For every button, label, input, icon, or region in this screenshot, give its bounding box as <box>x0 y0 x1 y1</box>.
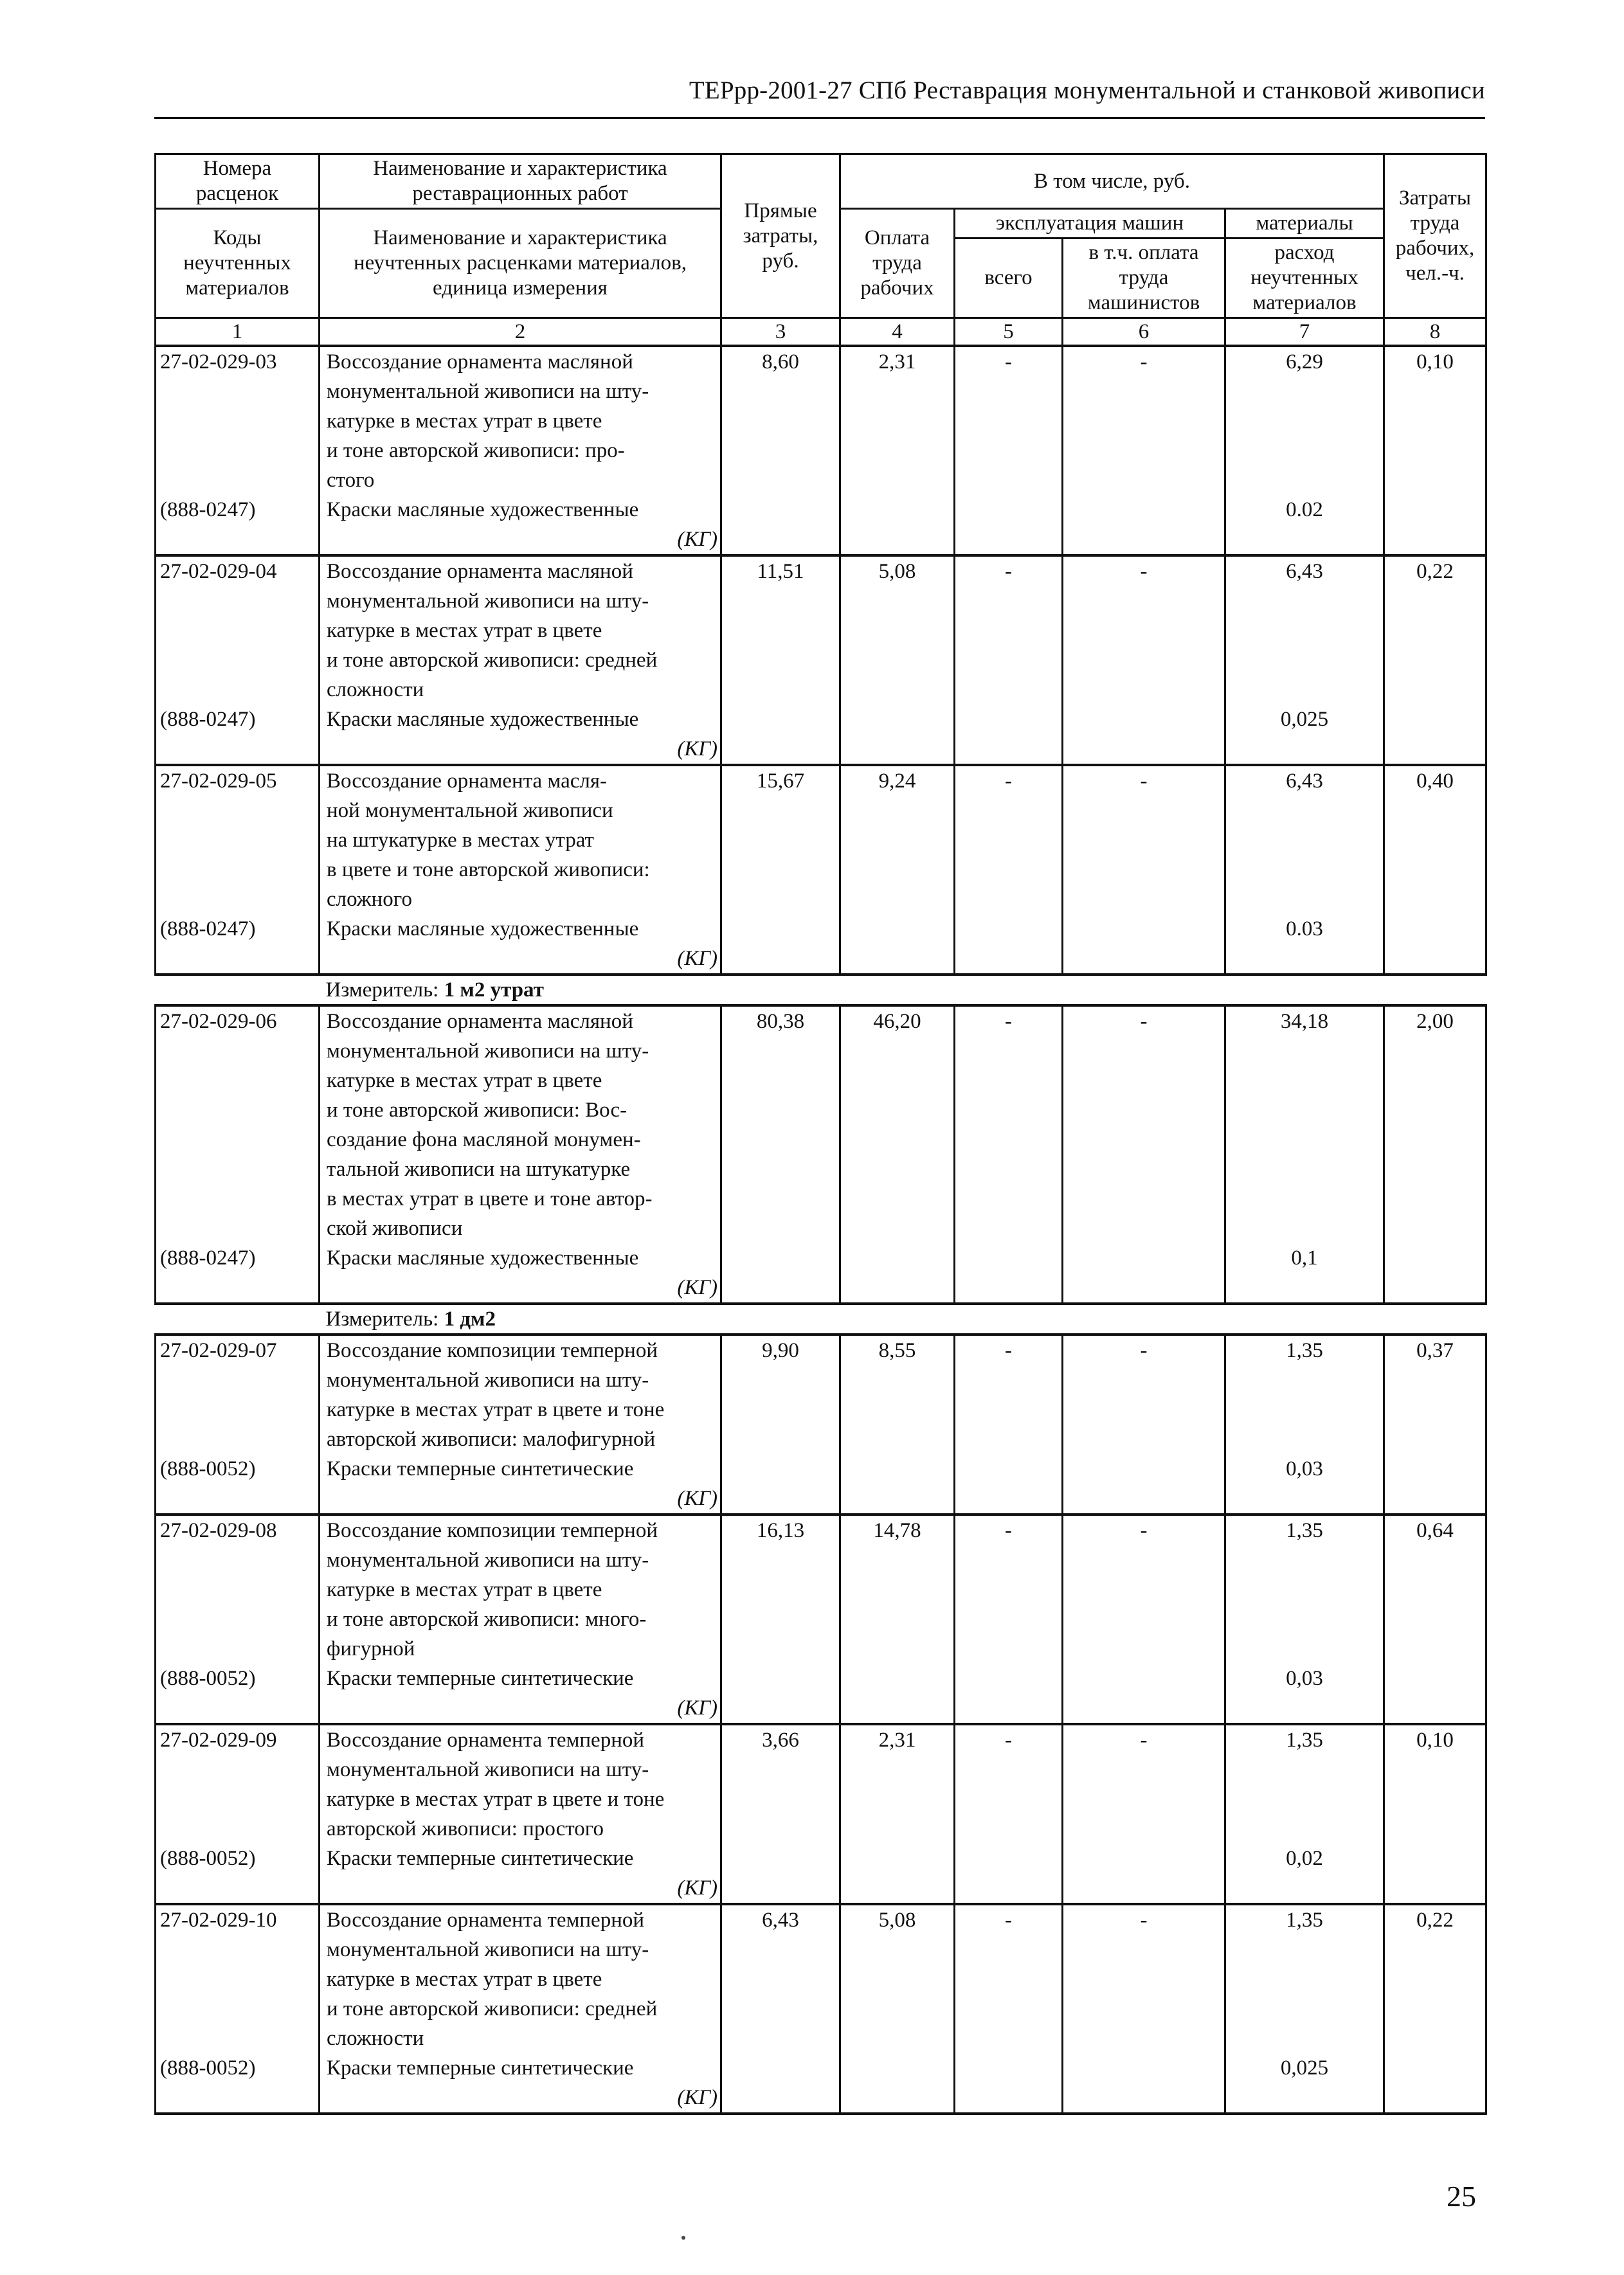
machines-total: - <box>955 1904 1063 2053</box>
labor-hours: 0,10 <box>1384 346 1486 495</box>
rate-name-line: монументальной живописи на шту- <box>327 380 649 403</box>
material-row <box>156 914 1486 975</box>
rate-name-line: катурке в местах утрат в цвете <box>327 1069 602 1092</box>
machinist-pay: - <box>1063 1515 1225 1664</box>
material-unit: (КГ) <box>677 737 717 760</box>
machinist-pay: - <box>1063 346 1225 495</box>
header-material-codes: Коды неучтенных материалов <box>156 209 320 318</box>
empty-cell <box>840 705 955 765</box>
material-unit: (КГ) <box>677 1487 717 1510</box>
rate-row <box>156 1335 1486 1454</box>
rate-name-line: Воссоздание орнамента масляной <box>327 350 633 373</box>
rate-name-line: катурке в местах утрат в цвете <box>327 619 602 642</box>
machines-total: - <box>955 1335 1063 1454</box>
labor-hours: 0,10 <box>1384 1724 1486 1844</box>
empty-cell <box>1384 1844 1486 1904</box>
measure-unit-row <box>156 1304 1486 1335</box>
empty-cell <box>955 705 1063 765</box>
material-unit: (КГ) <box>677 1276 717 1299</box>
empty-cell <box>721 914 840 975</box>
labor-hours: 0,22 <box>1384 555 1486 705</box>
empty-cell <box>955 914 1063 975</box>
rate-name <box>320 765 721 914</box>
material-unit: (КГ) <box>677 2086 717 2109</box>
empty-cell <box>721 495 840 555</box>
rate-name-line: сложного <box>327 888 412 911</box>
machines-total: - <box>955 765 1063 914</box>
empty-cell <box>1384 495 1486 555</box>
rate-name-line: создание фона масляной монумен- <box>327 1128 641 1151</box>
rate-name-line: стого <box>327 469 375 492</box>
empty-cell <box>840 1243 955 1304</box>
measure-unit-row <box>156 975 1486 1005</box>
header-rule <box>154 117 1485 119</box>
empty-cell <box>1384 1454 1486 1515</box>
running-header: ТЕРрр-2001-27 СПб Реставрация монументальной и станковой живописи <box>689 76 1485 104</box>
rate-name-line: монументальной живописи на шту- <box>327 589 649 613</box>
material-name <box>320 1243 721 1304</box>
rate-name <box>320 1335 721 1454</box>
empty-cell <box>1063 2053 1225 2114</box>
material-code: (888-0247) <box>156 914 320 975</box>
scan-dot <box>681 2236 685 2240</box>
worker-pay: 5,08 <box>840 1904 955 2053</box>
rate-name-line: в цвете и тоне авторской живописи: <box>327 858 650 881</box>
empty-cell <box>955 1664 1063 1724</box>
empty-cell <box>721 1664 840 1724</box>
material-name-text: Краски масляные художественные <box>327 1246 639 1270</box>
measure-unit <box>320 975 1486 1005</box>
rate-row <box>156 1724 1486 1844</box>
material-code: (888-0052) <box>156 1454 320 1515</box>
material-name-text: Краски масляные художественные <box>327 708 639 731</box>
materials-cost: 1,35 <box>1225 1335 1384 1454</box>
materials-cost: 1,35 <box>1225 1904 1384 2053</box>
direct-costs: 8,60 <box>721 346 840 495</box>
direct-costs: 16,13 <box>721 1515 840 1664</box>
rate-name <box>320 1005 721 1243</box>
header-work-name: Наименование и характеристика реставрационных работ <box>320 154 721 209</box>
measure-unit-value: 1 дм2 <box>444 1308 496 1331</box>
rate-row <box>156 346 1486 495</box>
empty-cell <box>1063 1844 1225 1904</box>
labor-hours: 0,40 <box>1384 765 1486 914</box>
material-qty: 0,025 <box>1225 705 1384 765</box>
rate-name-line: катурке в местах утрат в цвете <box>327 1968 602 1991</box>
empty-cell <box>1063 705 1225 765</box>
material-qty: 0,1 <box>1225 1243 1384 1304</box>
material-name-text: Краски масляные художественные <box>327 498 639 521</box>
rate-code: 27-02-029-08 <box>156 1515 320 1664</box>
rate-name-line: Воссоздание орнамента масляной <box>327 560 633 583</box>
material-name-text: Краски темперные синтетические <box>327 2056 634 2080</box>
rate-name-line: и тоне авторской живописи: Вос- <box>327 1099 627 1122</box>
rate-name-line: и тоне авторской живописи: средней <box>327 1997 658 2020</box>
material-name <box>320 495 721 555</box>
empty-cell <box>955 2053 1063 2114</box>
material-qty: 0,02 <box>1225 1844 1384 1904</box>
machines-total: - <box>955 346 1063 495</box>
empty-cell <box>1063 1243 1225 1304</box>
empty-cell <box>840 914 955 975</box>
col-number: 2 <box>320 318 721 346</box>
rate-name-line: Воссоздание орнамента масля- <box>327 769 608 793</box>
empty-cell <box>955 1243 1063 1304</box>
col-number: 7 <box>1225 318 1384 346</box>
machines-total: - <box>955 1005 1063 1243</box>
rate-name-line: Воссоздание композиции темперной <box>327 1339 658 1362</box>
header-direct-costs: Прямые затраты, руб. <box>721 154 840 318</box>
material-unit: (КГ) <box>677 1876 717 1900</box>
machines-total: - <box>955 555 1063 705</box>
rate-name <box>320 555 721 705</box>
rate-name-line: монументальной живописи на шту- <box>327 1938 649 1961</box>
empty-cell <box>840 2053 955 2114</box>
col-number: 3 <box>721 318 840 346</box>
worker-pay: 9,24 <box>840 765 955 914</box>
empty-cell <box>840 495 955 555</box>
empty-cell <box>1063 495 1225 555</box>
page-number: 25 <box>1447 2180 1476 2213</box>
empty-cell <box>955 495 1063 555</box>
rate-name-line: монументальной живописи на шту- <box>327 1758 649 1781</box>
material-name-text: Краски темперные синтетические <box>327 1667 634 1690</box>
empty-cell <box>1384 705 1486 765</box>
header-machinist-pay: в т.ч. оплата труда машинистов <box>1063 238 1225 318</box>
col-number: 1 <box>156 318 320 346</box>
labor-hours: 2,00 <box>1384 1005 1486 1243</box>
direct-costs: 9,90 <box>721 1335 840 1454</box>
labor-hours: 0,64 <box>1384 1515 1486 1664</box>
material-code: (888-0052) <box>156 2053 320 2114</box>
material-qty: 0,03 <box>1225 1664 1384 1724</box>
header-material-name: Наименование и характеристика неучтенных расценками материалов, единица измерения <box>320 209 721 318</box>
rate-name-line: и тоне авторской живописи: про- <box>327 439 625 462</box>
empty-cell <box>721 1454 840 1515</box>
empty-cell <box>955 1844 1063 1904</box>
materials-cost: 6,29 <box>1225 346 1384 495</box>
rate-code: 27-02-029-05 <box>156 765 320 914</box>
material-row <box>156 1243 1486 1304</box>
rate-code: 27-02-029-06 <box>156 1005 320 1243</box>
material-name <box>320 2053 721 2114</box>
material-code: (888-0052) <box>156 1664 320 1724</box>
empty-cell <box>721 1243 840 1304</box>
empty-cell <box>1384 1664 1486 1724</box>
material-unit: (КГ) <box>677 1696 717 1720</box>
worker-pay: 5,08 <box>840 555 955 705</box>
empty-cell <box>1384 2053 1486 2114</box>
rate-name-line: и тоне авторской живописи: средней <box>327 649 658 672</box>
rate-name-line: в местах утрат в цвете и тоне автор- <box>327 1187 653 1210</box>
direct-costs: 6,43 <box>721 1904 840 2053</box>
machines-total: - <box>955 1724 1063 1844</box>
material-code: (888-0247) <box>156 495 320 555</box>
rate-name-line: катурке в местах утрат в цвете <box>327 409 602 433</box>
material-unit: (КГ) <box>677 528 717 551</box>
rate-name-line: монументальной живописи на шту- <box>327 1369 649 1392</box>
direct-costs: 15,67 <box>721 765 840 914</box>
material-unit: (КГ) <box>677 947 717 970</box>
machinist-pay: - <box>1063 555 1225 705</box>
header-materials: материалы <box>1225 209 1384 238</box>
labor-hours: 0,22 <box>1384 1904 1486 2053</box>
col-number: 8 <box>1384 318 1486 346</box>
rate-row <box>156 555 1486 705</box>
material-qty: 0,03 <box>1225 1454 1384 1515</box>
rate-name-line: тальной живописи на штукатурке <box>327 1158 631 1181</box>
material-row <box>156 1844 1486 1904</box>
material-qty: 0.02 <box>1225 495 1384 555</box>
empty-cell <box>721 2053 840 2114</box>
material-qty: 0,025 <box>1225 2053 1384 2114</box>
header-row-1 <box>156 154 1486 209</box>
rate-name-line: монументальной живописи на шту- <box>327 1039 649 1063</box>
empty-cell <box>840 1454 955 1515</box>
empty-cell <box>1063 1454 1225 1515</box>
machinist-pay: - <box>1063 1335 1225 1454</box>
rate-name <box>320 1724 721 1844</box>
header-rate-numbers: Номера расценок <box>156 154 320 209</box>
material-name <box>320 1454 721 1515</box>
rate-name-line: катурке в местах утрат в цвете и тоне <box>327 1398 665 1421</box>
empty-cell <box>1384 1243 1486 1304</box>
header-numbers-row <box>156 318 1486 346</box>
header-including: В том числе, руб. <box>840 154 1384 209</box>
material-name <box>320 1844 721 1904</box>
rate-row <box>156 1005 1486 1243</box>
header-machines-total: всего <box>955 238 1063 318</box>
measure-unit-value: 1 м2 утрат <box>444 978 544 1002</box>
rates-table <box>154 153 1487 2115</box>
empty-cell <box>955 1454 1063 1515</box>
measure-unit <box>320 1304 1486 1335</box>
rate-name-line: монументальной живописи на шту- <box>327 1549 649 1572</box>
rate-code: 27-02-029-04 <box>156 555 320 705</box>
header-machines: эксплуатация машин <box>955 209 1225 238</box>
rate-name-line: сложности <box>327 678 424 701</box>
rate-name-line: ской живописи <box>327 1217 463 1240</box>
empty-cell <box>721 705 840 765</box>
empty-cell <box>840 1664 955 1724</box>
material-name <box>320 914 721 975</box>
measure-unit-spacer <box>156 1304 320 1335</box>
rate-name-line: Воссоздание орнамента темперной <box>327 1909 645 1932</box>
direct-costs: 11,51 <box>721 555 840 705</box>
rate-name <box>320 1515 721 1664</box>
rate-row <box>156 765 1486 914</box>
rate-name <box>320 346 721 495</box>
measure-unit-prefix: Измеритель: <box>325 1308 439 1331</box>
material-row <box>156 495 1486 555</box>
labor-hours: 0,37 <box>1384 1335 1486 1454</box>
rate-code: 27-02-029-07 <box>156 1335 320 1454</box>
rate-code: 27-02-029-09 <box>156 1724 320 1844</box>
header-material-consumption: расход неучтенных материалов <box>1225 238 1384 318</box>
col-number: 5 <box>955 318 1063 346</box>
header-worker-pay: Оплата труда рабочих <box>840 209 955 318</box>
rate-name-line: на штукатурке в местах утрат <box>327 829 594 852</box>
machinist-pay: - <box>1063 1904 1225 2053</box>
worker-pay: 14,78 <box>840 1515 955 1664</box>
material-row <box>156 2053 1486 2114</box>
material-name-text: Краски масляные художественные <box>327 917 639 940</box>
machinist-pay: - <box>1063 1724 1225 1844</box>
worker-pay: 8,55 <box>840 1335 955 1454</box>
worker-pay: 2,31 <box>840 1724 955 1844</box>
material-code: (888-0247) <box>156 705 320 765</box>
rate-name-line: авторской живописи: простого <box>327 1817 604 1840</box>
rate-name-line: и тоне авторской живописи: много- <box>327 1608 647 1631</box>
empty-cell <box>840 1844 955 1904</box>
machinist-pay: - <box>1063 1005 1225 1243</box>
empty-cell <box>1063 914 1225 975</box>
rate-code: 27-02-029-03 <box>156 346 320 495</box>
material-row <box>156 1664 1486 1724</box>
table-body <box>156 154 1486 2114</box>
rate-name <box>320 1904 721 2053</box>
rate-name-line: сложности <box>327 2027 424 2050</box>
material-code: (888-0052) <box>156 1844 320 1904</box>
material-name <box>320 705 721 765</box>
measure-unit-spacer <box>156 975 320 1005</box>
worker-pay: 2,31 <box>840 346 955 495</box>
materials-cost: 6,43 <box>1225 555 1384 705</box>
material-code: (888-0247) <box>156 1243 320 1304</box>
rate-name-line: катурке в местах утрат в цвете и тоне <box>327 1788 665 1811</box>
rate-name-line: фигурной <box>327 1637 415 1660</box>
direct-costs: 3,66 <box>721 1724 840 1844</box>
rate-name-line: Воссоздание композиции темперной <box>327 1519 658 1542</box>
material-row <box>156 705 1486 765</box>
rate-code: 27-02-029-10 <box>156 1904 320 2053</box>
machines-total: - <box>955 1515 1063 1664</box>
col-number: 4 <box>840 318 955 346</box>
rate-name-line: Воссоздание орнамента масляной <box>327 1010 633 1033</box>
rate-name-line: Воссоздание орнамента темперной <box>327 1729 645 1752</box>
materials-cost: 1,35 <box>1225 1724 1384 1844</box>
material-name <box>320 1664 721 1724</box>
measure-unit-prefix: Измеритель: <box>325 978 439 1002</box>
empty-cell <box>1384 914 1486 975</box>
materials-cost: 1,35 <box>1225 1515 1384 1664</box>
rate-name-line: ной монументальной живописи <box>327 799 613 822</box>
rate-row <box>156 1904 1486 2053</box>
material-name-text: Краски темперные синтетические <box>327 1457 634 1480</box>
rate-name-line: катурке в местах утрат в цвете <box>327 1578 602 1601</box>
material-row <box>156 1454 1486 1515</box>
empty-cell <box>1063 1664 1225 1724</box>
rate-name-line: авторской живописи: малофигурной <box>327 1428 656 1451</box>
direct-costs: 80,38 <box>721 1005 840 1243</box>
materials-cost: 34,18 <box>1225 1005 1384 1243</box>
material-name-text: Краски темперные синтетические <box>327 1847 634 1870</box>
empty-cell <box>721 1844 840 1904</box>
material-qty: 0.03 <box>1225 914 1384 975</box>
col-number: 6 <box>1063 318 1225 346</box>
materials-cost: 6,43 <box>1225 765 1384 914</box>
machinist-pay: - <box>1063 765 1225 914</box>
rate-row <box>156 1515 1486 1664</box>
header-labor-hours: Затраты труда рабочих, чел.-ч. <box>1384 154 1486 318</box>
worker-pay: 46,20 <box>840 1005 955 1243</box>
